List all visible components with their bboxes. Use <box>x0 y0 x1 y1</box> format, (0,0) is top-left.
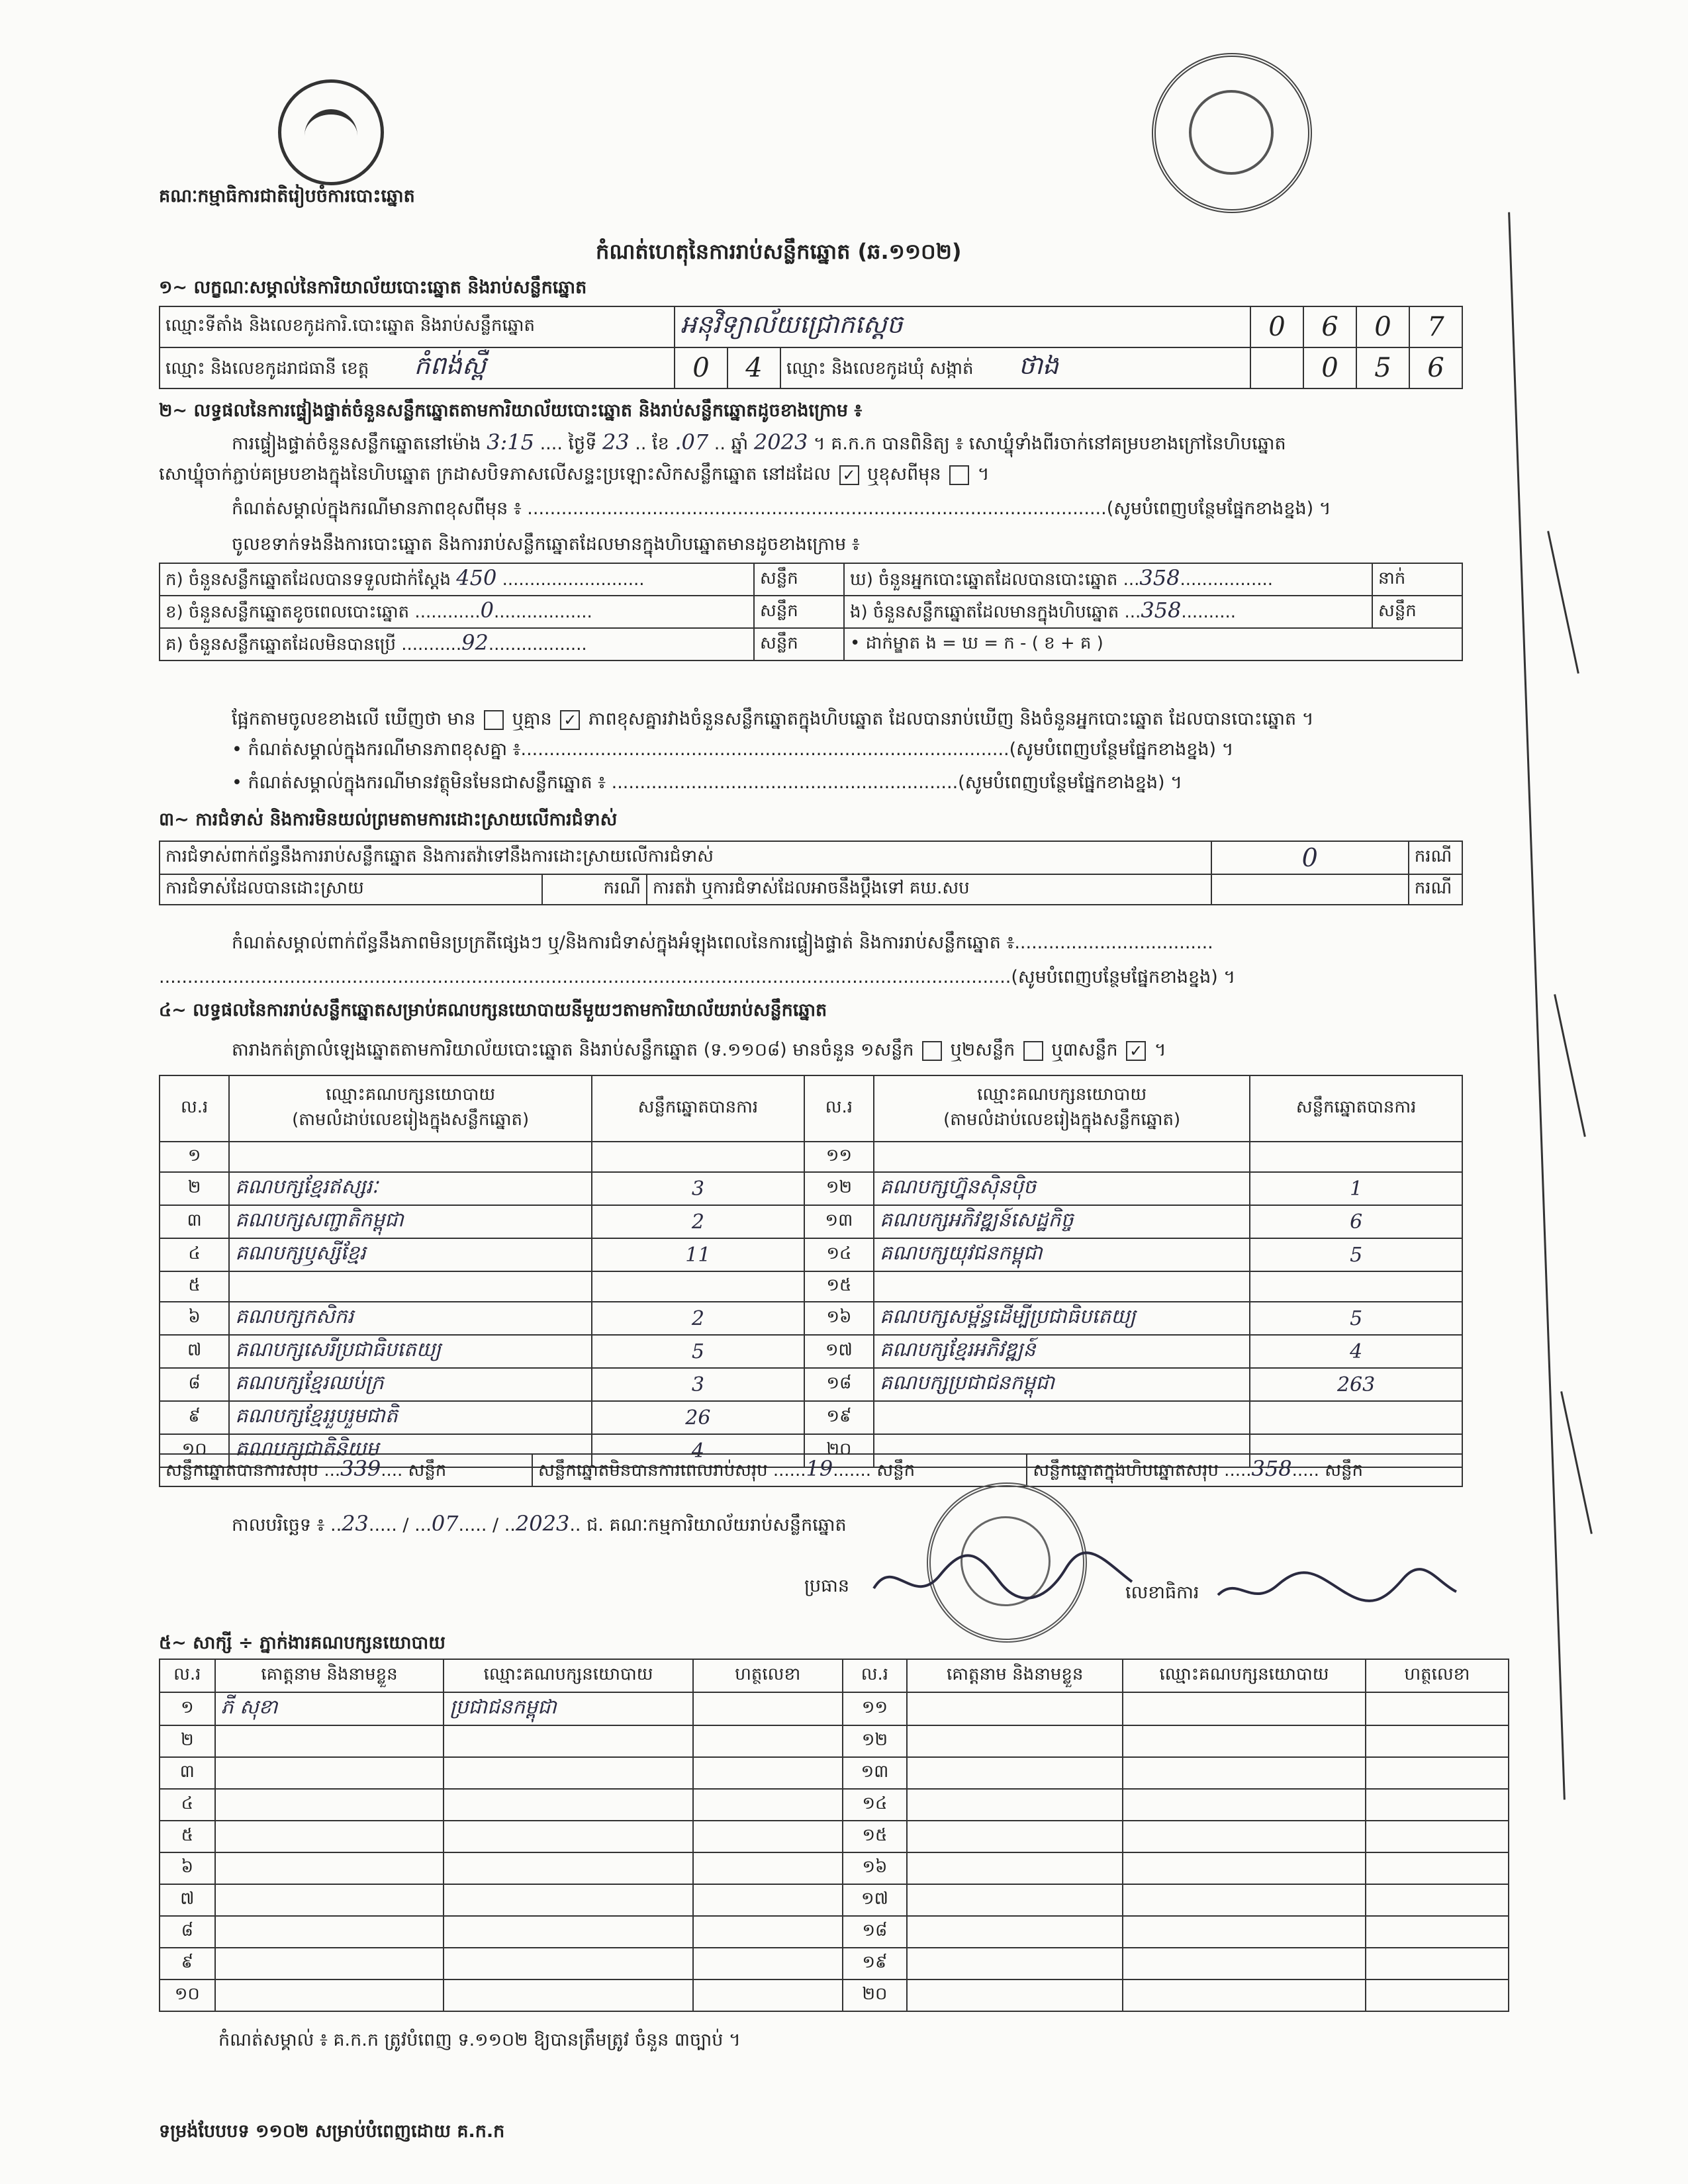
unused-ballots-value: 92 <box>461 630 489 655</box>
witness-name <box>907 1692 1123 1725</box>
row-number: ១៧ <box>804 1335 874 1368</box>
witness-name <box>215 1852 444 1884</box>
witness-name <box>907 1821 1123 1852</box>
col-votes: សន្លឹកឆ្នោតបានការ <box>1250 1075 1462 1142</box>
witness-name <box>215 1789 444 1821</box>
witness-signature <box>1366 1979 1509 2011</box>
difference-note-line: កំណត់សម្គាល់ក្នុងករណីមានភាពខុសពីមុន ៖ ......................................................................................................(សូមបំពេញបន្ថែមផ្នែកខាងខ្នង) ។ <box>232 498 1331 519</box>
party-votes: 4 <box>1250 1335 1462 1368</box>
table-row <box>160 1725 1509 1757</box>
chair-signature <box>867 1542 1145 1615</box>
witness-name <box>215 1948 444 1979</box>
total-in-box-value: 358 <box>1251 1456 1292 1481</box>
row-number: ១៤ <box>843 1789 907 1821</box>
table-row <box>160 1692 1509 1725</box>
row-number: ១២ <box>804 1172 874 1205</box>
received-ballots: ក) ចំនួនសន្លឹកឆ្នោតដែលបានទទួលជាក់ស្តែង 450 .......................... <box>160 563 754 596</box>
witness-party <box>1123 1979 1365 2011</box>
scan-edge-line <box>1547 531 1579 674</box>
witness-name <box>215 1884 444 1916</box>
row-number: ៩ <box>160 1948 215 1979</box>
party-name: គណបក្សហ្វ៊ុនស៊ិនប៉ិច <box>874 1172 1250 1205</box>
witness-name <box>907 1979 1123 2011</box>
witness-signature <box>1366 1884 1509 1916</box>
section-5-title: ៥~ សាក្សី ÷ ភ្នាក់ងារគណបក្សនយោបាយ <box>159 1633 445 1653</box>
total-valid-value: 339 <box>340 1456 381 1481</box>
party-votes: 11 <box>592 1238 804 1271</box>
witness-party <box>1123 1725 1365 1757</box>
party-votes <box>592 1271 804 1302</box>
witness-name <box>215 1916 444 1948</box>
row-number: ១៧ <box>843 1884 907 1916</box>
location-code-digit: 0 <box>1356 306 1409 347</box>
witness-name <box>907 1757 1123 1789</box>
col-name: គោត្តនាម និងនាមខ្លួន <box>907 1659 1123 1692</box>
scan-edge-line <box>1560 1391 1593 1534</box>
row-number: ១ <box>160 1142 229 1172</box>
witness-signature <box>693 1948 843 1979</box>
table-row <box>160 1368 1462 1401</box>
witness-signature <box>1366 1821 1509 1852</box>
party-votes: 6 <box>1250 1205 1462 1238</box>
col-no: ល.រ <box>843 1659 907 1692</box>
party-votes: 263 <box>1250 1368 1462 1401</box>
witness-party <box>444 1789 692 1821</box>
commune-code-digit: 5 <box>1356 347 1409 388</box>
witness-party <box>444 1821 692 1852</box>
party-votes: 5 <box>592 1335 804 1368</box>
three-sheets-checkbox[interactable]: ✓ <box>1126 1041 1146 1061</box>
location-code-digit: 7 <box>1409 306 1462 347</box>
section-2-title: ២~ លទ្ធផលនៃការផ្ទៀងផ្ទាត់ចំនួនសន្លឹកឆ្នោតតាមការិយាល័យបោះឆ្នោត និងរាប់សន្លឹកឆ្នោតដូចខាងក្រោម ៖ <box>159 400 863 421</box>
party-votes: 26 <box>592 1401 804 1434</box>
col-no: ល.រ <box>160 1659 215 1692</box>
difference-note: • កំណត់សម្គាល់ក្នុងករណីមានភាពខុសគ្នា ៖......................................................................................(សូមបំពេញបន្ថែមផ្នែកខាងខ្នង) ។ <box>232 739 1234 760</box>
row-number: ១៩ <box>843 1948 907 1979</box>
witness-signature <box>693 1979 843 2011</box>
date-month: 07 <box>431 1511 459 1536</box>
party-name: គណបក្សខ្មែរឈប់ក្រ <box>229 1368 592 1401</box>
discrepancy-line: ផ្អែកតាមចូលខខាងលើ ឃើញថា មាន ឬគ្មាន ✓ ភាពខុសគ្នារវាងចំនួនសន្លឹកឆ្នោតក្នុងហិបឆ្នោត ដែលបានរាប់ឃើញ និងចំនួនអ្នកបោះឆ្នោត ដែលបានបោះឆ្នោត ។ <box>232 709 1314 729</box>
witness-party <box>444 1852 692 1884</box>
table-row <box>160 1948 1509 1979</box>
row-number: ១៦ <box>804 1302 874 1335</box>
verification-year: 2023 <box>753 430 808 455</box>
row-number: ១៣ <box>843 1757 907 1789</box>
province-value: កំពង់ស្ពឺ <box>414 351 487 380</box>
party-votes: 5 <box>1250 1238 1462 1271</box>
party-name: គណបក្សសញ្ជាតិកម្ពុជា <box>229 1205 592 1238</box>
table-row <box>160 1884 1509 1916</box>
commune-code-digit: 0 <box>1303 347 1356 388</box>
party-results-table <box>159 1075 1463 1468</box>
witness-party <box>1123 1821 1365 1852</box>
witness-party <box>444 1916 692 1948</box>
witness-party <box>1123 1916 1365 1948</box>
total-valid: សន្លឹកឆ្នោតបានការសរុប ...339.... សន្លឹក <box>160 1454 532 1486</box>
row-number: ១១ <box>804 1142 874 1172</box>
row-number: ៧ <box>160 1335 229 1368</box>
witness-party <box>1123 1757 1365 1789</box>
col-votes: សន្លឹកឆ្នោតបានការ <box>592 1075 804 1142</box>
location-code-digit: 0 <box>1250 306 1303 347</box>
total-invalid: សន្លឹកឆ្នោតមិនបានការពេលរាប់សរុប ......19....... សន្លឹក <box>532 1454 1027 1486</box>
witness-name <box>215 1979 444 2011</box>
complaints-table: ការជំទាស់ពាក់ព័ន្ធនឹងការរាប់សន្លឹកឆ្នោត និងការតវ៉ាទៅនឹងការដោះស្រាយលើការជំទាស់ 0 ករណី ការជំទាស់ដែលបានដោះស្រាយ ករណី ការតវ៉ា ឬការជំទាស់ដែលអាចនឹងប្តឹងទៅ គឃ.សប ករណី <box>159 841 1463 905</box>
witness-party <box>444 1948 692 1979</box>
witness-signature <box>1366 1725 1509 1757</box>
location-code-digit: 6 <box>1303 306 1356 347</box>
has-difference-checkbox[interactable] <box>484 710 504 730</box>
verification-line-1: ការផ្ទៀងផ្ទាត់ចំនួនសន្លឹកឆ្នោតនៅម៉ោង 3:15 .... ថ្ងៃទី 23 .. ខែ .07 .. ឆ្នាំ 2023 ។ គ.ក.ក បានពិនិត្យ ៖ សោឃ្នុំទាំងពីរចាក់នៅគម្របខាងក្រៅនៃហិបឆ្នោត <box>232 430 1286 455</box>
row-number: ១៨ <box>843 1916 907 1948</box>
witness-party <box>1123 1948 1365 1979</box>
witness-signature <box>693 1852 843 1884</box>
row-number: ១៥ <box>843 1821 907 1852</box>
row-number: ១៦ <box>843 1852 907 1884</box>
province-code-digit: 0 <box>675 347 727 388</box>
witness-party <box>444 1884 692 1916</box>
witness-signature <box>1366 1789 1509 1821</box>
col-party: ឈ្មោះគណបក្សនយោបាយ <box>1123 1659 1365 1692</box>
row-number: ៧ <box>160 1884 215 1916</box>
secretary-signature <box>1211 1555 1463 1615</box>
witness-name <box>907 1789 1123 1821</box>
chair-label: ប្រធាន <box>804 1576 850 1596</box>
row-number: ២០ <box>804 1434 874 1467</box>
section-1-table <box>159 306 1463 389</box>
witness-name <box>215 1757 444 1789</box>
party-votes: 5 <box>1250 1302 1462 1335</box>
col-no: ល.រ <box>804 1075 874 1142</box>
table-row <box>160 1821 1509 1852</box>
received-ballots-value: 450 <box>456 565 497 590</box>
table-row <box>160 1172 1462 1205</box>
witness-signature <box>693 1789 843 1821</box>
resolved-complaints-label: ការជំទាស់ដែលបានដោះស្រាយ <box>160 874 542 905</box>
party-votes: 2 <box>592 1302 804 1335</box>
form-footer: ទម្រង់បែបបទ ១១០២ សម្រាប់បំពេញដោយ គ.ក.ក <box>159 2121 505 2142</box>
witness-signature <box>1366 1916 1509 1948</box>
official-stamp-top <box>1152 53 1312 213</box>
verification-time: 3:15 <box>487 430 534 455</box>
witness-party <box>444 1757 692 1789</box>
party-name: គណបក្សប្រជាជនកម្ពុជា <box>874 1368 1250 1401</box>
row-number: ៣ <box>160 1205 229 1238</box>
ballots-in-box-value: 358 <box>1141 598 1182 623</box>
witness-signature <box>693 1916 843 1948</box>
row-number: ១២ <box>843 1725 907 1757</box>
location-value: អនុវិទ្យាល័យជ្រោកស្តេច <box>675 306 1250 347</box>
witness-party <box>1123 1884 1365 1916</box>
col-no: ល.រ <box>160 1075 229 1142</box>
two-sheets-checkbox[interactable] <box>1023 1041 1043 1061</box>
party-name: គណបក្សឫស្សីខ្មែរ <box>229 1238 592 1271</box>
party-votes <box>1250 1401 1462 1434</box>
witness-note: កំណត់សម្គាល់ ៖ គ.ក.ក ត្រូវបំពេញ ទ.១១០២ ឱ្យបានត្រឹមត្រូវ ចំនួន ៣ច្បាប់ ។ <box>218 2030 741 2050</box>
org-name: គណៈកម្មាធិការជាតិរៀបចំការបោះឆ្នោត <box>159 186 415 206</box>
nec-emblem-logo <box>278 79 384 185</box>
witness-name <box>215 1821 444 1852</box>
irregularities-note-2: ......................................................................................................................................................(សូមបំពេញបន្ថែមផ្នែកខាងខ្នង) ។ <box>159 967 1236 987</box>
row-number: ៥ <box>160 1821 215 1852</box>
row-number: ១៤ <box>804 1238 874 1271</box>
province-code-digit: 4 <box>727 347 780 388</box>
table-row <box>160 1979 1509 2011</box>
col-party: ឈ្មោះគណបក្សនយោបាយ (តាមលំដាប់លេខរៀងក្នុងសន្លឹកឆ្នោត) <box>874 1075 1250 1142</box>
voters-voted-value: 358 <box>1139 565 1180 590</box>
witness-name <box>907 1852 1123 1884</box>
row-number: ១ <box>160 1692 215 1725</box>
total-in-box: សន្លឹកឆ្នោតក្នុងហិបឆ្នោតសរុប .....358..... សន្លឹក <box>1027 1454 1462 1486</box>
party-name: គណបក្សកសិករ <box>229 1302 592 1335</box>
table-row <box>160 1271 1462 1302</box>
witness-table <box>159 1659 1509 2012</box>
formula: • ដាក់ម្ឌាត ង = ឃ = ក - ( ខ + គ ) <box>844 628 1462 660</box>
party-name <box>874 1271 1250 1302</box>
row-number: ១០ <box>160 1434 229 1467</box>
appeal-complaints-label: ការតវ៉ា ឬការជំទាស់ដែលអាចនឹងប្តឹងទៅ គឃ.សប <box>647 874 1211 905</box>
results-totals <box>159 1453 1463 1487</box>
col-signature: ហត្ថលេខា <box>693 1659 843 1692</box>
verification-month: .07 <box>675 430 709 455</box>
witness-signature <box>693 1692 843 1725</box>
party-name: គណបក្សខ្មែរអភិវឌ្ឍន៍ <box>874 1335 1250 1368</box>
secretary-label: លេខាធិការ <box>1125 1582 1199 1603</box>
party-name <box>874 1142 1250 1172</box>
tally-sheet-line: តារាងកត់ត្រាលំឡេងឆ្នោតតាមការិយាល័យបោះឆ្នោត និងរាប់សន្លឹកឆ្នោត (ទ.១១០៨) មានចំនួន ១សន្លឹក ឬ២សន្លឹក ឬ៣សន្លឹក ✓ ។ <box>232 1040 1166 1060</box>
party-name: គណបក្សខ្មែររួបរួមជាតិ <box>229 1401 592 1434</box>
witness-name <box>215 1725 444 1757</box>
table-row <box>160 1757 1509 1789</box>
table-row <box>160 1302 1462 1335</box>
party-name <box>874 1401 1250 1434</box>
location-label: ឈ្មោះទីតាំង និងលេខកូដការិ.បោះឆ្នោត និងរាប់សន្លឹកឆ្នោត <box>160 306 675 347</box>
date-day: 23 <box>342 1511 369 1536</box>
row-number: ២០ <box>843 1979 907 2011</box>
no-difference-checkbox[interactable]: ✓ <box>560 710 580 730</box>
unchanged-checkbox[interactable]: ✓ <box>839 465 859 485</box>
witness-party: ប្រជាជនកម្ពុជា <box>444 1692 692 1725</box>
one-sheet-checkbox[interactable] <box>922 1041 942 1061</box>
party-name: គណបក្សខ្មែរឥស្សរៈ <box>229 1172 592 1205</box>
ballot-count-table: ក) ចំនួនសន្លឹកឆ្នោតដែលបានទទួលជាក់ស្តែង 450 .......................... សន្លឹក ឃ) ចំនួនអ្នកបោះឆ្នោតដែលបានបោះឆ្នោត ...358................. នាក់ ខ) ចំនួនសន្លឹកឆ្នោតខូចពេលបោះឆ្នោត ............0.................. សន្លឹក ង) ចំនួនសន្លឹកឆ្នោតដែលមានក្នុងហិបឆ្នោត ...358.......... សន្លឹក គ) ចំនួនសន្លឹកឆ្នោតដែលមិនបានប្រើ ...........92.................. សន្លឹក • ដាក់ម្ឌាត ង = ឃ = ក - ( ខ + គ ) <box>159 563 1463 661</box>
col-signature: ហត្ថលេខា <box>1366 1659 1509 1692</box>
row-number: ៦ <box>160 1302 229 1335</box>
witness-name <box>907 1948 1123 1979</box>
witness-signature <box>693 1757 843 1789</box>
commune-label: ឈ្មោះ និងលេខកូដឃុំ សង្កាត់ ថាង <box>780 347 1250 388</box>
table-row <box>160 1789 1509 1821</box>
witness-party <box>1123 1789 1365 1821</box>
party-name: គណបក្សយុវជនកម្ពុជា <box>874 1238 1250 1271</box>
witness-name <box>907 1725 1123 1757</box>
irregularities-note: កំណត់សម្គាល់ពាក់ព័ន្ធនឹងភាពមិនប្រក្រតីផ្សេងៗ ឬ/និងការជំទាស់ក្នុងអំឡុងពេលនៃការផ្ទៀងផ្ទាត់ និងការរាប់សន្លឹកឆ្នោត ៖................................... <box>232 933 1213 953</box>
row-number: ១៣ <box>804 1205 874 1238</box>
total-invalid-value: 19 <box>806 1456 833 1481</box>
party-name: គណបក្សជាតិនិយម <box>229 1434 592 1467</box>
date-year: 2023 <box>515 1511 570 1536</box>
row-number: ១០ <box>160 1979 215 2011</box>
party-votes: 3 <box>592 1368 804 1401</box>
complaints-value: 0 <box>1211 841 1409 874</box>
form-title: កំណត់ហេតុនៃការរាប់សន្លឹកឆ្នោត (ឆ.១១០២) <box>596 239 962 264</box>
row-number: ៦ <box>160 1852 215 1884</box>
ballots-in-box: ង) ចំនួនសន្លឹកឆ្នោតដែលមានក្នុងហិបឆ្នោត ...358.......... <box>844 596 1372 628</box>
row-number: ១១ <box>843 1692 907 1725</box>
party-votes <box>1250 1142 1462 1172</box>
spoiled-ballots-value: 0 <box>480 598 494 623</box>
party-name: គណបក្សអភិវឌ្ឍន៍សេដ្ឋកិច្ច <box>874 1205 1250 1238</box>
province-label: ឈ្មោះ និងលេខកូដរាជធានី ខេត្ត កំពង់ស្ពឺ <box>160 347 675 388</box>
section-3-title: ៣~ ការជំទាស់ និងការមិនយល់ព្រមតាមការដោះស្រាយលើការជំទាស់ <box>159 809 618 830</box>
party-votes: 4 <box>592 1434 804 1467</box>
col-party: ឈ្មោះគណបក្សនយោបាយ <box>444 1659 692 1692</box>
table-row <box>160 1205 1462 1238</box>
witness-name <box>907 1916 1123 1948</box>
section-4-title: ៤~ លទ្ធផលនៃការរាប់សន្លឹកឆ្នោតសម្រាប់គណបក្សនយោបាយនីមួយៗតាមការិយាល័យរាប់សន្លឹកឆ្នោត <box>159 1000 827 1021</box>
ballot-info-intro: ចូលខទាក់ទងនឹងការបោះឆ្នោត និងការរាប់សន្លឹកឆ្នោតដែលមានក្នុងហិបឆ្នោតមានដូចខាងក្រោម ៖ <box>232 534 860 555</box>
verification-day: 23 <box>602 430 630 455</box>
commune-value: ថាង <box>1018 351 1059 380</box>
row-number: ១៥ <box>804 1271 874 1302</box>
spoiled-ballots: ខ) ចំនួនសន្លឹកឆ្នោតខូចពេលបោះឆ្នោត ............0.................. <box>160 596 754 628</box>
witness-name: ភី សុខា <box>215 1692 444 1725</box>
row-number: ៨ <box>160 1916 215 1948</box>
witness-signature <box>693 1821 843 1852</box>
row-number: ៩ <box>160 1401 229 1434</box>
witness-signature <box>1366 1852 1509 1884</box>
table-row <box>160 1335 1462 1368</box>
row-number: ៨ <box>160 1368 229 1401</box>
table-row <box>160 1401 1462 1434</box>
party-name: គណបក្សសេរីប្រជាធិបតេយ្យ <box>229 1335 592 1368</box>
col-name: គោត្តនាម និងនាមខ្លួន <box>215 1659 444 1692</box>
party-name: គណបក្សសម្ព័ន្ធដើម្បីប្រជាធិបតេយ្យ <box>874 1302 1250 1335</box>
table-row <box>160 1142 1462 1172</box>
table-row <box>160 1238 1462 1271</box>
party-votes: 3 <box>592 1172 804 1205</box>
witness-name <box>907 1884 1123 1916</box>
witness-party <box>444 1725 692 1757</box>
section-1-title: ១~ លក្ខណៈសម្គាល់នៃការិយាល័យបោះឆ្នោត និងរាប់សន្លឹកឆ្នោត <box>159 277 587 298</box>
witness-party <box>1123 1692 1365 1725</box>
party-votes <box>1250 1271 1462 1302</box>
party-votes <box>592 1142 804 1172</box>
row-number: ៥ <box>160 1271 229 1302</box>
col-party: ឈ្មោះគណបក្សនយោបាយ (តាមលំដាប់លេខរៀងក្នុងសន្លឹកឆ្នោត) <box>229 1075 592 1142</box>
row-number: ២ <box>160 1725 215 1757</box>
row-number: ៤ <box>160 1238 229 1271</box>
party-votes: 1 <box>1250 1172 1462 1205</box>
witness-signature <box>1366 1948 1509 1979</box>
witness-signature <box>693 1725 843 1757</box>
witness-signature <box>1366 1757 1509 1789</box>
row-number: ១៨ <box>804 1368 874 1401</box>
non-ballot-note: • កំណត់សម្គាល់ក្នុងករណីមានវត្ថុមិនមែនជាសន្លឹកឆ្នោត ៖ .............................................................(សូមបំពេញបន្ថែមផ្នែកខាងខ្នង) ។ <box>232 772 1182 793</box>
changed-checkbox[interactable] <box>949 465 969 485</box>
witness-signature <box>693 1884 843 1916</box>
commune-code-digit: 6 <box>1409 347 1462 388</box>
complaints-label: ការជំទាស់ពាក់ព័ន្ធនឹងការរាប់សន្លឹកឆ្នោត និងការតវ៉ាទៅនឹងការដោះស្រាយលើការជំទាស់ <box>160 841 1211 874</box>
row-number: ២ <box>160 1172 229 1205</box>
row-number: ១៩ <box>804 1401 874 1434</box>
party-votes: 2 <box>592 1205 804 1238</box>
witness-party <box>1123 1852 1365 1884</box>
table-row <box>160 1852 1509 1884</box>
unused-ballots: គ) ចំនួនសន្លឹកឆ្នោតដែលមិនបានប្រើ ...........92.................. <box>160 628 754 660</box>
date-line: កាលបរិច្ឆេទ ៖ ..23..... / ...07..... / ..2023.. ជ. គណៈកម្មការិយាល័យរាប់សន្លឹកឆ្នោត <box>232 1511 847 1536</box>
table-row <box>160 1916 1509 1948</box>
party-name <box>229 1271 592 1302</box>
witness-signature <box>1366 1692 1509 1725</box>
witness-party <box>444 1979 692 2011</box>
row-number: ៣ <box>160 1757 215 1789</box>
row-number: ៤ <box>160 1789 215 1821</box>
voters-voted: ឃ) ចំនួនអ្នកបោះឆ្នោតដែលបានបោះឆ្នោត ...358................. <box>844 563 1372 596</box>
party-name <box>229 1142 592 1172</box>
scan-edge-line <box>1554 994 1586 1137</box>
verification-line-2: សោឃ្នុំចាក់ភ្ជាប់គម្របខាងក្នុងនៃហិបឆ្នោត ក្រដាសបិទភាសលើសន្ទះប្រឡោះសិកសន្លឹកឆ្នោត នៅដដែល ✓ ឬខុសពីមុន ។ <box>159 464 990 484</box>
